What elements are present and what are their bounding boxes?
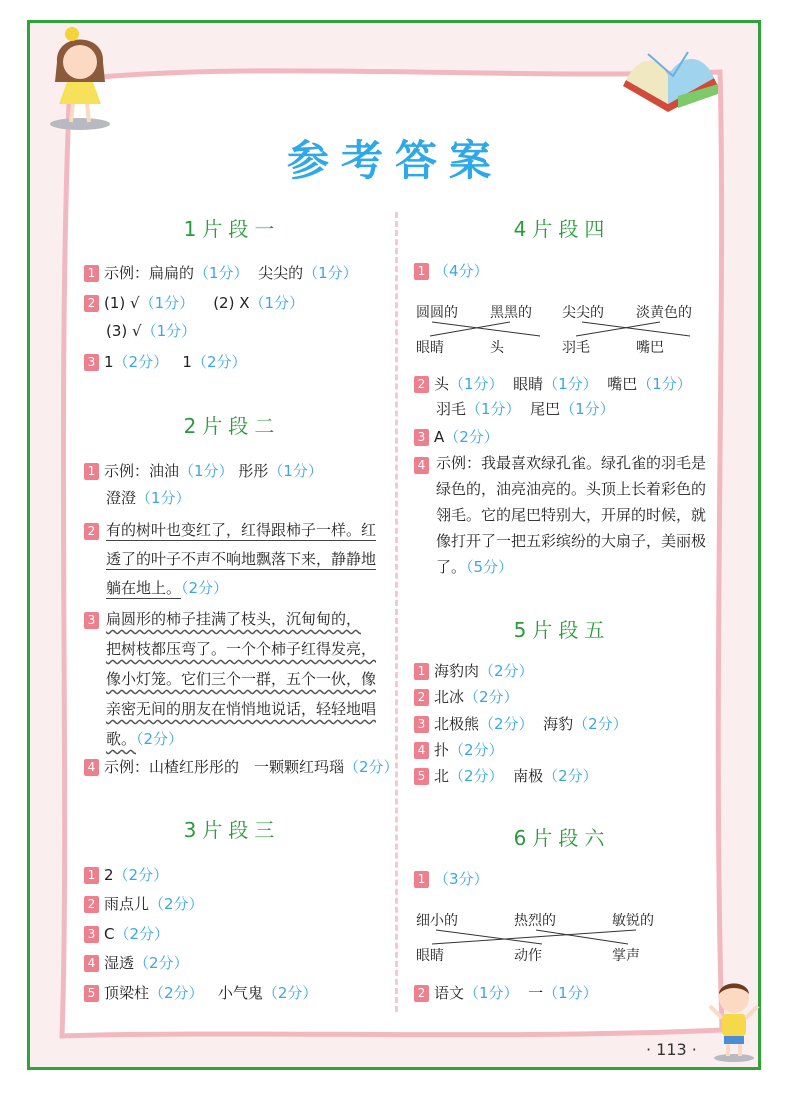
question-number: 2 bbox=[414, 985, 429, 1002]
answer-text: 南极 bbox=[513, 767, 544, 785]
question-number: 4 bbox=[84, 759, 99, 776]
match-top-3: 敏锐的 bbox=[612, 913, 654, 929]
answer-text: 小气鬼 bbox=[217, 984, 263, 1002]
answer-line: 躺在地上。 bbox=[106, 579, 182, 597]
question-number: 1 bbox=[84, 867, 99, 884]
question-number: 2 bbox=[84, 896, 99, 913]
answer-line: 把树枝都压弯了。一个个柿子红得发亮， bbox=[106, 640, 377, 658]
score: （1分） bbox=[637, 375, 692, 393]
score: （1分） bbox=[303, 264, 358, 282]
question-number: 3 bbox=[414, 429, 429, 446]
question-number: 1 bbox=[84, 463, 99, 480]
section-4-title: 4片段四 bbox=[513, 217, 611, 241]
score: （2分） bbox=[181, 579, 229, 597]
answer-text: 羽毛 bbox=[436, 400, 467, 418]
question-number: 1 bbox=[414, 871, 429, 888]
answer-text: 顶梁柱 bbox=[104, 984, 150, 1002]
answer-text: 海豹肉 bbox=[434, 662, 480, 680]
answer-line: 示例：我最喜欢绿孔雀。绿孔雀的羽毛是 bbox=[436, 454, 707, 472]
answer-text: 澄澄 bbox=[106, 489, 137, 507]
answer-text: 示例：扁扁的 bbox=[104, 264, 195, 282]
answer-text: 尾巴 bbox=[530, 400, 561, 418]
answer-text: 海豹 bbox=[543, 715, 574, 733]
score: （2分） bbox=[262, 984, 318, 1002]
answer-line: 扁圆形的柿子挂满了枝头，沉甸甸的， bbox=[106, 610, 362, 628]
match-bottom-1: 眼睛 bbox=[416, 340, 444, 356]
answer-line: 翎毛。它的尾巴特别大，开屏的时候，就 bbox=[436, 506, 707, 524]
answer-text: 扑 bbox=[434, 741, 450, 759]
score: （3分） bbox=[434, 870, 489, 888]
answer-line: 绿色的，油亮油亮的。头顶上长着彩色的 bbox=[436, 480, 707, 498]
answer-line: 像小灯笼。它们三个一群，五个一伙，像 bbox=[106, 670, 377, 688]
section-1-title: 1片段一 bbox=[183, 217, 281, 241]
match-bottom-2: 动作 bbox=[514, 948, 542, 964]
section-6-title: 6片段六 bbox=[513, 826, 611, 850]
answer-text: 北冰 bbox=[434, 688, 465, 706]
score: （1分） bbox=[560, 400, 615, 418]
answer-line: 像打开了一把五彩缤纷的大扇子，美丽极 bbox=[436, 532, 707, 550]
s6-q2 bbox=[414, 983, 598, 1003]
question-number: 1 bbox=[414, 263, 429, 280]
question-number: 2 bbox=[414, 376, 429, 393]
score: （1分） bbox=[464, 984, 519, 1002]
match-top-1: 细小的 bbox=[416, 913, 458, 929]
score: （2分） bbox=[464, 688, 519, 706]
score: （2分） bbox=[191, 353, 247, 371]
section-2-title: 2片段二 bbox=[183, 414, 281, 438]
match-bottom-3: 羽毛 bbox=[562, 340, 590, 356]
score: （2分） bbox=[113, 353, 169, 371]
answer-line: 有的树叶也变红了，红得跟柿子一样。红 bbox=[106, 521, 377, 539]
score: （1分） bbox=[449, 375, 504, 393]
answer-line: 透了的叶子不声不响地飘落下来，静静地 bbox=[106, 550, 377, 568]
match-bottom-4: 嘴巴 bbox=[636, 340, 664, 356]
answer-text: 湿透 bbox=[104, 954, 135, 972]
question-number: 1 bbox=[414, 663, 429, 680]
answer-text: 嘴巴 bbox=[607, 375, 638, 393]
question-number: 3 bbox=[84, 926, 99, 943]
score: （2分） bbox=[136, 730, 184, 748]
score: （2分） bbox=[134, 954, 189, 972]
question-number: 4 bbox=[414, 742, 429, 759]
question-number: 2 bbox=[84, 295, 99, 312]
question-number: 2 bbox=[84, 523, 99, 540]
match-top-3: 尖尖的 bbox=[562, 305, 604, 321]
question-number: 4 bbox=[84, 955, 99, 972]
answer-text: 语文 bbox=[434, 984, 465, 1002]
match-bottom-2: 头 bbox=[490, 340, 504, 356]
score: （2分） bbox=[449, 767, 504, 785]
answer-line: 亲密无间的朋友在悄悄地说话，轻轻地唱 bbox=[106, 700, 377, 718]
score: （1分） bbox=[194, 264, 249, 282]
answer-text: 示例：油油 bbox=[104, 462, 180, 480]
answer-text: 1 bbox=[182, 353, 192, 371]
answer-text: 尖尖的 bbox=[258, 264, 304, 282]
score: （2分） bbox=[149, 984, 204, 1002]
score: （2分） bbox=[449, 741, 504, 759]
answer-text: 一 bbox=[528, 984, 544, 1002]
question-number: 5 bbox=[414, 768, 429, 785]
answer-text: 雨点儿 bbox=[104, 895, 150, 913]
answer-text: (1) √ bbox=[104, 294, 140, 312]
score: （4分） bbox=[434, 262, 489, 280]
match-top-2: 黑黑的 bbox=[490, 305, 532, 321]
match-bottom-3: 掌声 bbox=[612, 948, 640, 964]
answer-text: 1 bbox=[104, 353, 114, 371]
score: （2分） bbox=[344, 758, 399, 776]
score: （1分） bbox=[268, 462, 323, 480]
answer-line: 歌。 bbox=[106, 730, 137, 748]
question-number: 3 bbox=[84, 354, 99, 371]
answer-text: A bbox=[434, 428, 445, 446]
score: （2分） bbox=[444, 428, 499, 446]
match-top-1: 圆圆的 bbox=[416, 305, 458, 321]
page-number: · 113 · bbox=[646, 1040, 697, 1059]
score: （1分） bbox=[466, 400, 521, 418]
answer-text: (2) X bbox=[213, 294, 250, 312]
answer-text: 彤彤 bbox=[238, 462, 269, 480]
answer-text: 示例：山楂红彤彤的 一颗颗红玛瑙 bbox=[104, 758, 345, 776]
question-number: 5 bbox=[84, 985, 99, 1002]
match-top-2: 热烈的 bbox=[514, 913, 556, 929]
answer-text: 北 bbox=[434, 767, 450, 785]
question-number: 3 bbox=[84, 612, 99, 629]
match-top-4: 淡黄色的 bbox=[636, 305, 692, 321]
answer-text: (3) √ bbox=[106, 322, 142, 340]
match-bottom-1: 眼睛 bbox=[416, 948, 444, 964]
question-number: 2 bbox=[414, 689, 429, 706]
score: （2分） bbox=[543, 767, 598, 785]
section-3-title: 3片段三 bbox=[183, 818, 281, 842]
score: （1分） bbox=[179, 462, 234, 480]
answer-text: 2 bbox=[104, 866, 114, 884]
score: （1分） bbox=[249, 294, 305, 312]
answer-text: C bbox=[104, 925, 115, 943]
answer-text: 头 bbox=[434, 375, 450, 393]
score: （1分） bbox=[141, 322, 197, 340]
score: （2分） bbox=[114, 925, 170, 943]
score: （2分） bbox=[479, 715, 534, 733]
score: （1分） bbox=[543, 375, 598, 393]
score: （2分） bbox=[149, 895, 204, 913]
score: （1分） bbox=[136, 489, 191, 507]
score: （2分） bbox=[573, 715, 628, 733]
answer-line: 了。 bbox=[436, 558, 467, 576]
score: （2分） bbox=[113, 866, 169, 884]
question-number: 4 bbox=[414, 457, 429, 474]
question-number: 1 bbox=[84, 265, 99, 282]
page-title: 参考答案 bbox=[286, 136, 503, 185]
question-number: 3 bbox=[414, 716, 429, 733]
section-5-title: 5片段五 bbox=[513, 618, 611, 642]
score: （1分） bbox=[139, 294, 195, 312]
score: （2分） bbox=[479, 662, 534, 680]
answer-text: 眼睛 bbox=[513, 375, 544, 393]
score: （1分） bbox=[543, 984, 598, 1002]
answer-text: 北极熊 bbox=[434, 715, 480, 733]
score: （5分） bbox=[466, 558, 514, 576]
